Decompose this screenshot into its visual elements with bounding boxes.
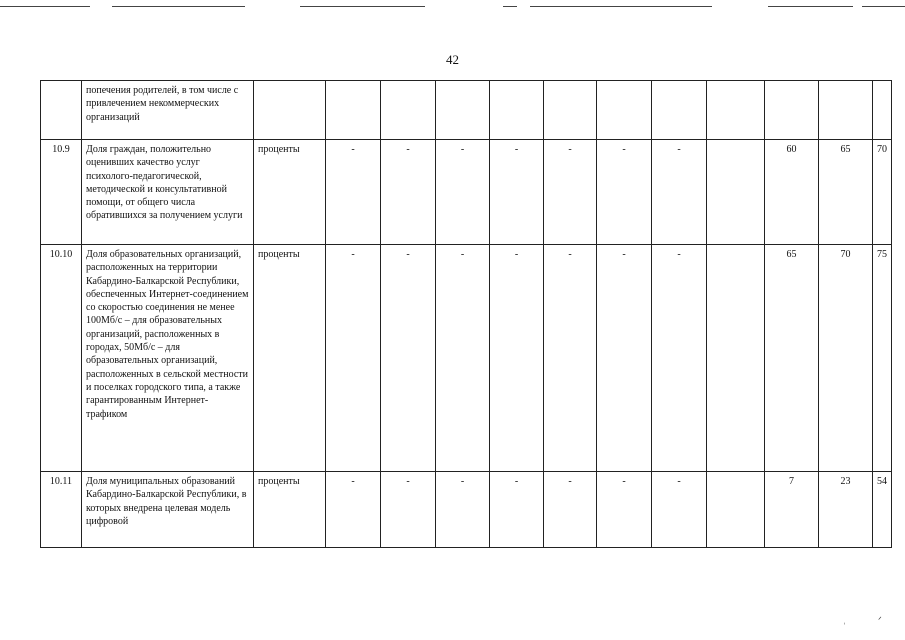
value-cell bbox=[707, 472, 765, 548]
scan-speck: ᐟ bbox=[878, 615, 882, 625]
scan-line bbox=[530, 6, 712, 7]
value-cell: - bbox=[652, 140, 707, 245]
unit-cell: проценты bbox=[254, 472, 326, 548]
value-cell: - bbox=[597, 245, 652, 472]
unit-cell: проценты bbox=[254, 140, 326, 245]
value-cell bbox=[873, 81, 892, 140]
value-cell: 23 bbox=[819, 472, 873, 548]
value-cell: - bbox=[436, 472, 490, 548]
value-cell bbox=[326, 81, 381, 140]
value-cell: - bbox=[326, 245, 381, 472]
value-cell bbox=[707, 245, 765, 472]
value-cell: - bbox=[381, 140, 436, 245]
value-cell: 70 bbox=[819, 245, 873, 472]
value-cell bbox=[652, 81, 707, 140]
value-cell: - bbox=[490, 245, 544, 472]
scan-line bbox=[862, 6, 905, 7]
value-cell: - bbox=[381, 245, 436, 472]
value-cell: - bbox=[544, 245, 597, 472]
value-cell bbox=[436, 81, 490, 140]
value-cell: 54 bbox=[873, 472, 892, 548]
page-number: 42 bbox=[446, 52, 459, 67]
value-cell: - bbox=[436, 140, 490, 245]
row-number: 10.11 bbox=[41, 472, 82, 548]
value-cell: 60 bbox=[765, 140, 819, 245]
row-number: 10.10 bbox=[41, 245, 82, 472]
row-number: 10.9 bbox=[41, 140, 82, 245]
value-cell: - bbox=[544, 140, 597, 245]
value-cell: 65 bbox=[819, 140, 873, 245]
indicator-name: Доля граждан, положительно оценивших качество услуг психолого-педагогической, методической и консультативной помощи, от общего числа обратившихся за получением услуги bbox=[82, 140, 254, 245]
value-cell: - bbox=[326, 140, 381, 245]
indicator-name: попечения родителей, в том числе с привлечением некоммерческих организаций bbox=[82, 81, 254, 140]
value-cell bbox=[381, 81, 436, 140]
indicator-name: Доля муниципальных образований Кабардино-Балкарской Республики, в которых внедрена целевая модель цифровой bbox=[82, 472, 254, 548]
scan-line bbox=[503, 6, 517, 7]
value-cell: - bbox=[381, 472, 436, 548]
value-cell bbox=[707, 81, 765, 140]
value-cell: - bbox=[544, 472, 597, 548]
value-cell bbox=[597, 81, 652, 140]
value-cell: - bbox=[326, 472, 381, 548]
unit-cell bbox=[254, 81, 326, 140]
value-cell: 70 bbox=[873, 140, 892, 245]
value-cell: - bbox=[652, 472, 707, 548]
value-cell: - bbox=[490, 140, 544, 245]
scan-line bbox=[112, 6, 245, 7]
value-cell: - bbox=[490, 472, 544, 548]
indicators-table bbox=[40, 80, 892, 548]
table-row bbox=[41, 245, 892, 472]
value-cell: - bbox=[597, 140, 652, 245]
scan-line bbox=[0, 6, 90, 7]
table-row bbox=[41, 81, 892, 140]
value-cell: - bbox=[652, 245, 707, 472]
scan-speck: ˒ bbox=[843, 617, 846, 627]
value-cell bbox=[707, 140, 765, 245]
scan-line bbox=[300, 6, 425, 7]
table-row bbox=[41, 140, 892, 245]
unit-cell: проценты bbox=[254, 245, 326, 472]
value-cell: 65 bbox=[765, 245, 819, 472]
value-cell: 75 bbox=[873, 245, 892, 472]
value-cell bbox=[819, 81, 873, 140]
scan-line bbox=[768, 6, 853, 7]
row-number bbox=[41, 81, 82, 140]
value-cell: - bbox=[436, 245, 490, 472]
value-cell bbox=[765, 81, 819, 140]
value-cell: - bbox=[597, 472, 652, 548]
table-row bbox=[41, 472, 892, 548]
indicator-name: Доля образовательных организаций, расположенных на территории Кабардино-Балкарской Республики, обеспеченных Интернет-соединением со скоростью соединения не менее 100Мб/с – для образовательных организаций, расположенных в городах, 50Мб/с – для образовательных организаций, расположенных в сельской местности и поселках городского типа, а также гарантированным Интернет-трафиком bbox=[82, 245, 254, 472]
value-cell bbox=[490, 81, 544, 140]
value-cell: 7 bbox=[765, 472, 819, 548]
value-cell bbox=[544, 81, 597, 140]
